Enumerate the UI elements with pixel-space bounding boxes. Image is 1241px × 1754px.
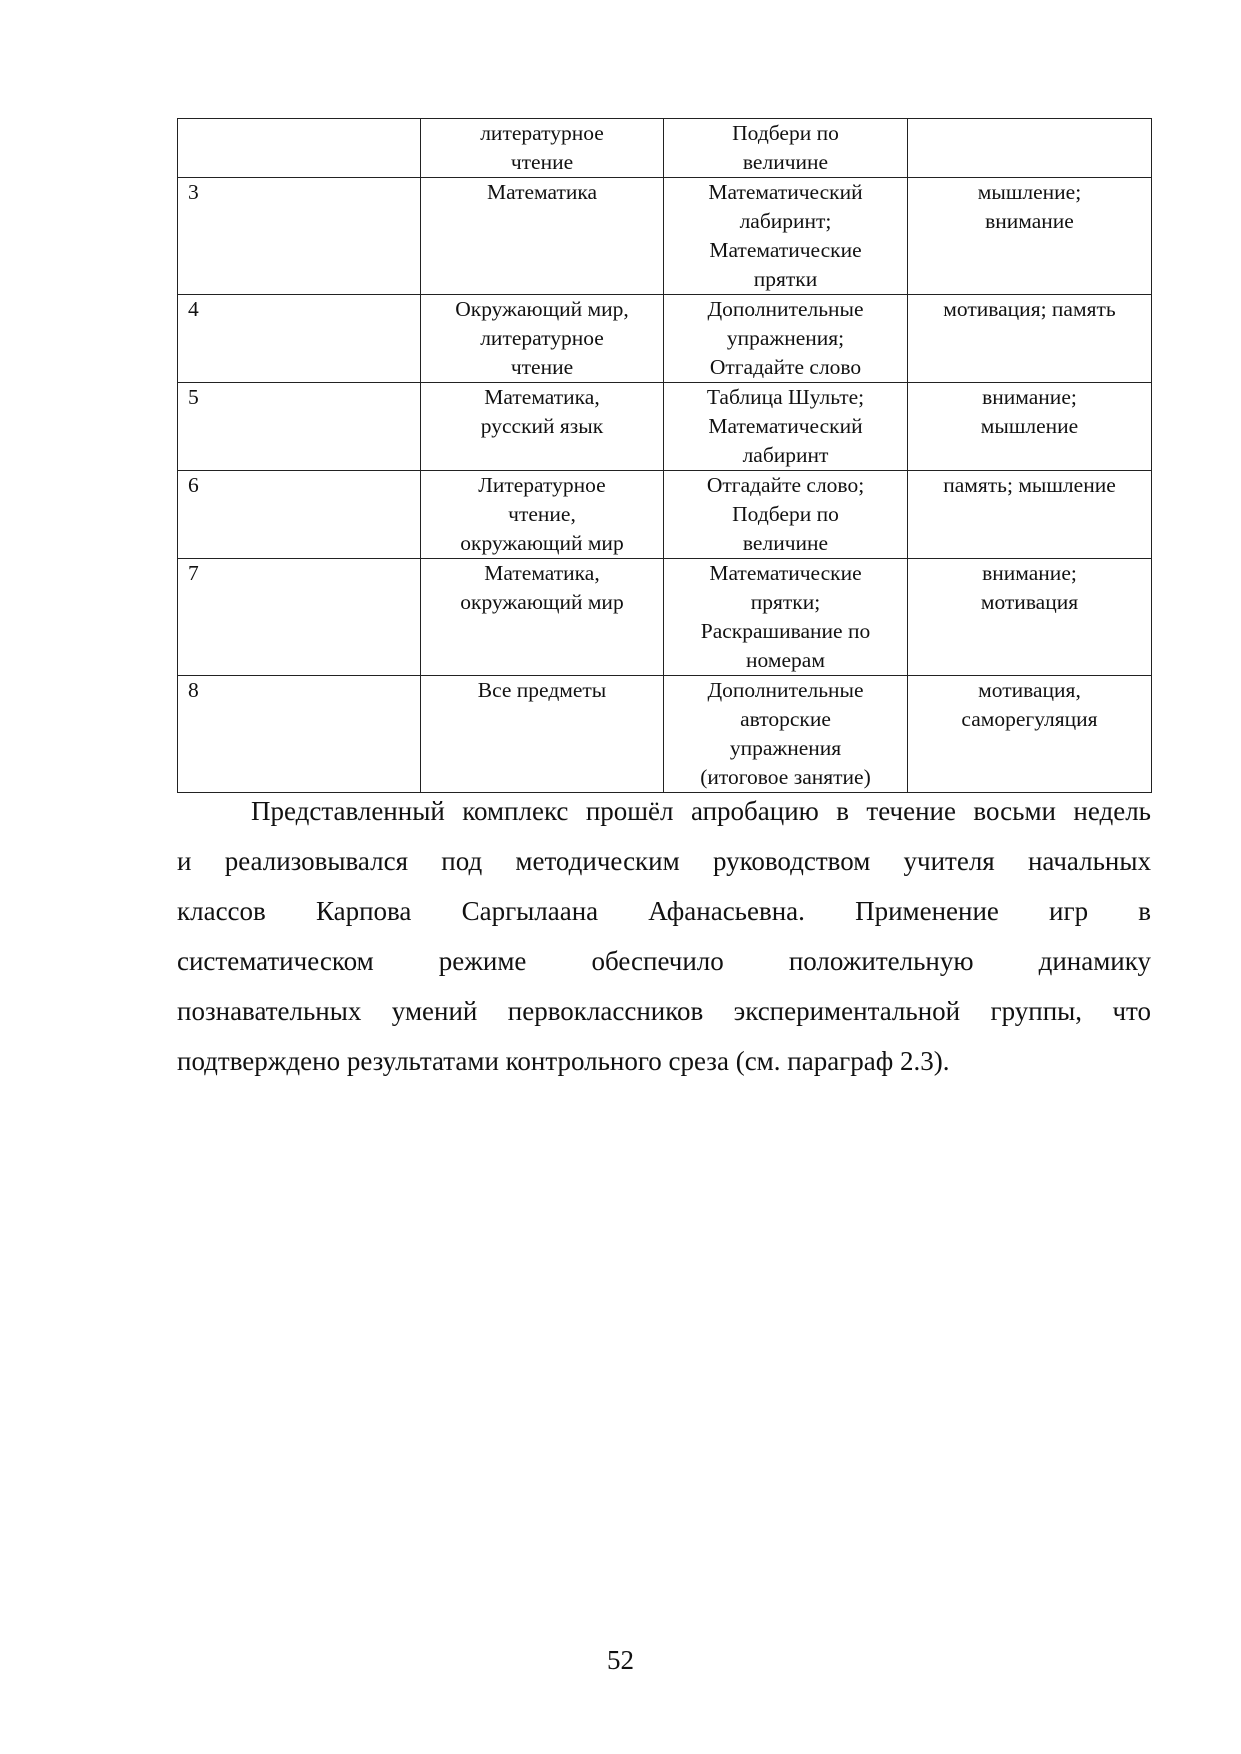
- cell-line: авторские: [740, 707, 831, 731]
- cell-week-number: [178, 119, 421, 178]
- paragraph-line: подтверждено результатами контрольного среза (см. параграф 2.3).: [177, 1046, 950, 1076]
- cell-skills: [908, 295, 1152, 383]
- cell-line: Литературное: [478, 473, 606, 497]
- cell-line: 4: [188, 297, 199, 321]
- cell-line: чтение: [510, 150, 574, 174]
- cell-subject: [421, 676, 664, 793]
- cell-line: окружающий мир: [460, 590, 624, 614]
- cell-line: Математика: [486, 180, 598, 204]
- cell-line: Математический: [708, 180, 863, 204]
- paragraph-line: познавательных умений первоклассников экспериментальной группы, что: [177, 996, 1151, 1026]
- cell-week-number: [178, 676, 421, 793]
- cell-line: Дополнительные: [707, 297, 864, 321]
- paragraph-line: систематическом режиме обеспечило положительную динамику: [177, 946, 1151, 976]
- cell-line: память; мышление: [943, 473, 1116, 497]
- cell-line: Отгадайте слово;: [706, 473, 865, 497]
- cell-week-number: [178, 295, 421, 383]
- cell-line: чтение: [510, 355, 574, 379]
- cell-line: Все предметы: [477, 678, 607, 702]
- paragraph-line: классов Карпова Саргылаана Афанасьевна. Применение игр в: [177, 896, 1151, 926]
- cell-line: внимание: [985, 209, 1074, 233]
- paragraph-line: и реализовывался под методическим руководством учителя начальных: [177, 846, 1151, 876]
- cell-line: величине: [742, 150, 829, 174]
- cell-subject: [421, 471, 664, 559]
- cell-line: 5: [188, 385, 199, 409]
- cell-games: [664, 676, 908, 793]
- cell-line: лабиринт: [742, 443, 829, 467]
- cell-line: Математический: [708, 414, 863, 438]
- table-row: [178, 471, 1152, 559]
- cell-skills: [908, 559, 1152, 676]
- cell-line: внимание;: [982, 385, 1077, 409]
- cell-week-number: [178, 471, 421, 559]
- cell-line: упражнения;: [726, 326, 845, 350]
- cell-subject: [421, 295, 664, 383]
- cell-line: Окружающий мир,: [455, 297, 629, 321]
- cell-line: (итоговое занятие): [700, 765, 871, 789]
- cell-line: литературное: [480, 121, 604, 145]
- cell-line: внимание;: [982, 561, 1077, 585]
- cell-line: упражнения: [729, 736, 842, 760]
- cell-line: Математические: [709, 238, 862, 262]
- cell-games: [664, 178, 908, 295]
- cell-week-number: [178, 383, 421, 471]
- cell-subject: [421, 178, 664, 295]
- cell-line: величине: [742, 531, 829, 555]
- table-row: [178, 178, 1152, 295]
- cell-line: номерам: [746, 648, 825, 672]
- cell-line: 3: [188, 180, 199, 204]
- table-row: [178, 559, 1152, 676]
- cell-line: мотивация; память: [943, 297, 1116, 321]
- cell-skills: [908, 178, 1152, 295]
- cell-line: 6: [188, 473, 199, 497]
- cell-line: Подбери по: [732, 121, 839, 145]
- cell-line: мотивация: [980, 590, 1079, 614]
- table-row: [178, 676, 1152, 793]
- cell-games: [664, 559, 908, 676]
- cell-skills: [908, 383, 1152, 471]
- lesson-plan-table: [177, 118, 1152, 793]
- cell-line: прятки;: [750, 590, 821, 614]
- cell-week-number: [178, 178, 421, 295]
- cell-line: чтение,: [508, 502, 576, 526]
- cell-line: Математика,: [484, 385, 600, 409]
- cell-games: [664, 471, 908, 559]
- table-row: [178, 383, 1152, 471]
- cell-line: мышление: [980, 414, 1079, 438]
- cell-week-number: [178, 559, 421, 676]
- cell-line: мышление;: [977, 180, 1082, 204]
- cell-line: Дополнительные: [707, 678, 864, 702]
- cell-subject: [421, 119, 664, 178]
- page-number: 52: [607, 1645, 634, 1675]
- cell-line: русский язык: [480, 414, 604, 438]
- cell-games: [664, 295, 908, 383]
- cell-line: Подбери по: [732, 502, 839, 526]
- cell-line: Таблица Шульте;: [706, 385, 865, 409]
- cell-line: литературное: [480, 326, 604, 350]
- cell-line: саморегуляция: [961, 707, 1098, 731]
- cell-skills: [908, 471, 1152, 559]
- cell-line: мотивация,: [978, 678, 1081, 702]
- cell-line: 8: [188, 678, 199, 702]
- cell-skills: [908, 119, 1152, 178]
- cell-line: лабиринт;: [739, 209, 832, 233]
- cell-subject: [421, 383, 664, 471]
- cell-games: [664, 383, 908, 471]
- cell-games: [664, 119, 908, 178]
- cell-line: Отгадайте слово: [709, 355, 862, 379]
- cell-line: 7: [188, 561, 199, 585]
- paragraph-line: Представленный комплекс прошёл апробацию в течение восьми недель: [251, 796, 1151, 826]
- cell-skills: [908, 676, 1152, 793]
- cell-line: прятки: [753, 267, 818, 291]
- table-body: [178, 119, 1152, 793]
- cell-line: Раскрашивание по: [700, 619, 871, 643]
- body-paragraph: [177, 786, 1151, 1086]
- cell-line: Математика,: [484, 561, 600, 585]
- table-row: [178, 295, 1152, 383]
- cell-line: Математические: [709, 561, 862, 585]
- cell-line: окружающий мир: [460, 531, 624, 555]
- table-row: [178, 119, 1152, 178]
- cell-subject: [421, 559, 664, 676]
